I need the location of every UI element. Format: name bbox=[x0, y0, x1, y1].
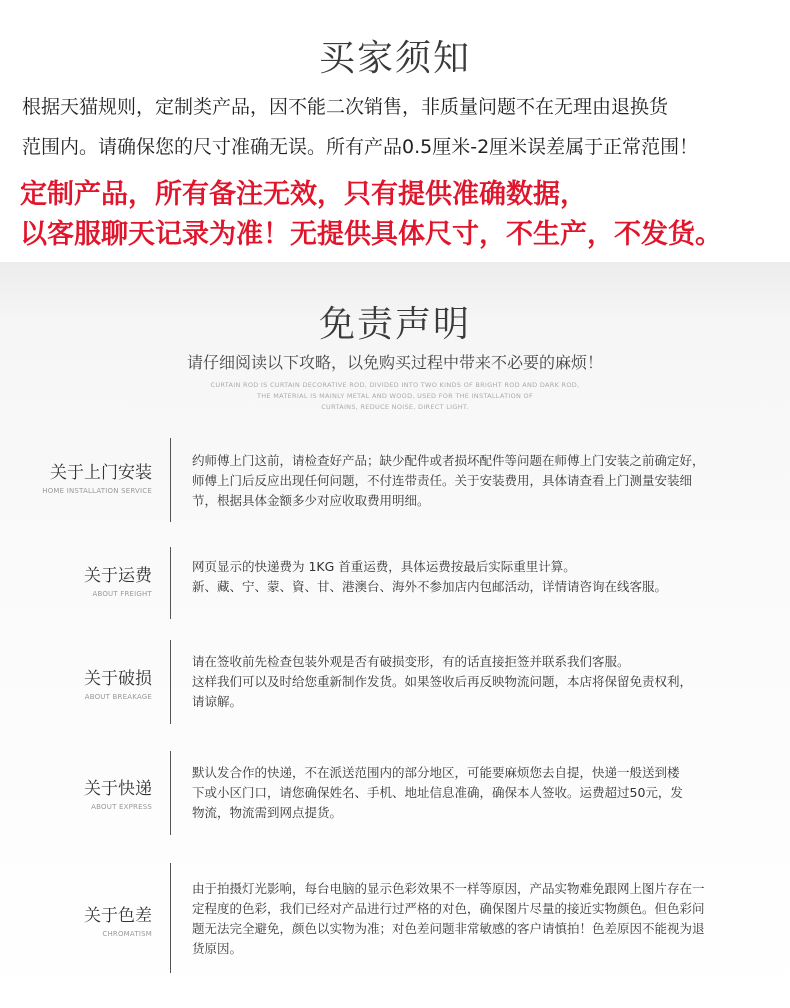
section-divider bbox=[170, 640, 171, 724]
section-body bbox=[192, 763, 772, 823]
notice-red-line-2: 以客服聊天记录为准！无提供具体尺寸，不生产，不发货。 bbox=[20, 219, 722, 250]
buyer-notice bbox=[0, 0, 790, 262]
section-body bbox=[192, 652, 772, 712]
section-divider bbox=[170, 438, 171, 522]
section-divider bbox=[170, 547, 171, 619]
section-divider bbox=[170, 863, 171, 973]
disclaimer-english-line: THE MATERIAL IS MAINLY METAL AND WOOD, USED FOR THE INSTALLATION OF bbox=[256, 392, 534, 400]
disclaimer-english-line: CURTAIN ROD IS CURTAIN DECORATIVE ROD, DIVIDED INTO TWO KINDS OF BRIGHT ROD AND DARK ROD, bbox=[210, 381, 580, 389]
section-divider bbox=[170, 751, 171, 835]
section-line: 节，根据具体金额多少对应收取费用明细。 bbox=[192, 493, 430, 508]
section-line: 题无法完全避免，颜色以实物为准；对色差问题非常敏感的客户请慎拍！色差原因不能视为退 bbox=[192, 921, 705, 936]
disclaimer-title: 免责声明 bbox=[318, 304, 471, 345]
section-line: 定程度的色彩，我们已经对产品进行过严格的对色，确保图片尽量的接近实物颜色。但色彩问 bbox=[192, 901, 705, 916]
disclaimer bbox=[0, 262, 790, 1008]
section-line: 请在签收前先检查包装外观是否有破损变形，有的话直接拒签并联系我们客服。 bbox=[192, 654, 630, 669]
section-label: 关于运费 bbox=[84, 566, 152, 586]
section-line: 由于拍摄灯光影响，每台电脑的显示色彩效果不一样等原因，产品实物难免跟网上图片存在一 bbox=[192, 881, 705, 896]
section-english-label: ABOUT FREIGHT bbox=[92, 590, 152, 598]
notice-line-2: 范围内。请确保您的尺寸准确无误。所有产品0.5厘米-2厘米误差属于正常范围！ bbox=[22, 136, 699, 158]
section-english-label: ABOUT EXPRESS bbox=[91, 803, 152, 811]
section-line: 请谅解。 bbox=[192, 694, 243, 709]
section-body bbox=[192, 557, 772, 597]
section-line: 约师傅上门这前，请检查好产品；缺少配件或者损坏配件等问题在师傅上门安装之前确定好， bbox=[192, 453, 705, 468]
section-body bbox=[192, 451, 772, 511]
section-label: 关于快递 bbox=[84, 779, 152, 799]
section-label: 关于色差 bbox=[84, 906, 152, 926]
section-english-label: ABOUT BREAKAGE bbox=[84, 693, 152, 701]
section-line: 这样我们可以及时给您重新制作发货。如果签收后再反映物流问题，本店将保留免责权利， bbox=[192, 674, 693, 689]
section-line: 货原因。 bbox=[192, 941, 243, 956]
section-english-label: HOME INSTALLATION SERVICE bbox=[42, 487, 152, 495]
disclaimer-english-line: CURTAINS, REDUCE NOISE, DIRECT LIGHT. bbox=[321, 403, 469, 411]
notice-title: 买家须知 bbox=[318, 38, 471, 79]
disclaimer-english bbox=[195, 380, 595, 413]
section-line: 网页显示的快递费为 1KG 首重运费，具体运费按最后实际重里计算。 bbox=[192, 559, 576, 574]
section-body bbox=[192, 879, 772, 959]
section-line: 物流，物流需到网点提货。 bbox=[192, 805, 343, 820]
section-label: 关于上门安装 bbox=[50, 463, 152, 483]
section-line: 新、藏、宁、蒙、資、甘、港澳台、海外不参加店内包邮活动，详情请咨询在线客服。 bbox=[192, 579, 668, 594]
notice-line-1: 根据天猫规则，定制类产品，因不能二次销售，非质量问题不在无理由退换货 bbox=[22, 96, 669, 118]
notice-red-line-1: 定制产品，所有备注无效，只有提供准确数据， bbox=[20, 179, 587, 210]
disclaimer-subtitle: 请仔细阅读以下攻略，以免购买过程中带来不必要的麻烦！ bbox=[186, 353, 603, 372]
section-line: 下或小区门口，请您确保姓名、手机、地址信息准确，确保本人签收。运费超过50元，发 bbox=[192, 785, 683, 800]
section-label: 关于破损 bbox=[84, 669, 152, 689]
section-line: 默认发合作的快递，不在派送范围内的部分地区，可能要麻烦您去自提，快递一般送到楼 bbox=[192, 765, 680, 780]
section-english-label: CHROMATISM bbox=[102, 930, 152, 938]
section-line: 师傅上门后反应出现任何问题，不付连带责任。关于安装费用，具体请查看上门测量安装细 bbox=[192, 473, 693, 488]
